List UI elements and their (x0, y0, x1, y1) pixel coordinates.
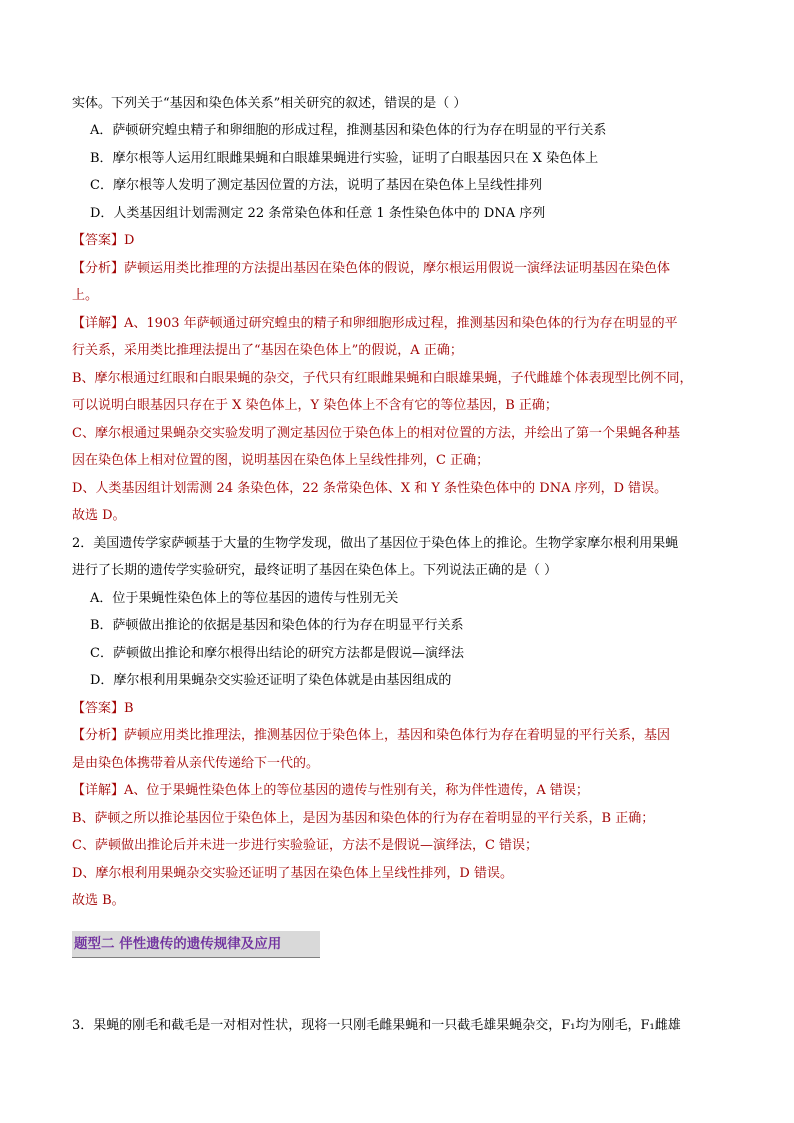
q1-option-a: A．萨顿研究蝗虫精子和卵细胞的形成过程，推测基因和染色体的行为存在明显的平行关系 (90, 123, 607, 138)
q1-option-b: B．摩尔根等人运用红眼雌果蝇和白眼雄果蝇进行实验，证明了白眼基因只在 X 染色体上 (90, 151, 599, 166)
q1-detail-line-1 (72, 315, 678, 333)
q1-detail-line-6: 因在染色体上相对位置的图，说明基因在染色体上呈线性排列，C 正确； (72, 453, 490, 468)
detail-label: 【详解】 (72, 316, 125, 331)
q1-option-d: D．人类基因组计划需测定 22 条常染色体和任意 1 条性染色体中的 DNA 序列 (90, 206, 546, 221)
q1-analysis-line-2: 上。 (72, 288, 99, 303)
q2-option-d: D．摩尔根利用果蝇杂交实验还证明了染色体就是由基因组成的 (90, 673, 452, 688)
analysis-text: 萨顿运用类比推理的方法提出基因在染色体的假说，摩尔根运用假说一演绎法证明基因在染色体 (124, 261, 671, 276)
q1-detail-line-7: D、人类基因组计划需测 24 条染色体，22 条常染色体、X 和 Y 条性染色体中的 DNA 序列，D 错误。 (72, 481, 668, 496)
q2-answer (72, 700, 134, 718)
q2-option-c: C．萨顿做出推论和摩尔根得出结论的研究方法都是假说—演绎法 (90, 646, 464, 661)
q2-analysis-line-2: 是由染色体携带着从亲代传递给下一代的。 (72, 756, 320, 771)
q2-option-a: A．位于果蝇性染色体上的等位基因的遗传与性别无关 (90, 591, 399, 606)
q2-detail-line-4: D、摩尔根利用果蝇杂交实验还证明了基因在染色体上呈线性排列，D 错误。 (72, 866, 513, 881)
q2-detail-line-1 (72, 782, 589, 800)
q1-detail-line-5: C、摩尔根通过果蝇杂交实验发明了测定基因位于染色体上的相对位置的方法，并绘出了第一个果蝇各种基 (72, 426, 680, 441)
q1-detail-line-2: 行关系，采用类比推理法提出了“基因在染色体上”的假说，A 正确； (72, 343, 463, 358)
q3-stem: 3．果蝇的刚毛和截毛是一对相对性状，现将一只刚毛雌果蝇和一只截毛雄果蝇杂交，F₁均为刚毛，F₁雌雄 (72, 1018, 681, 1033)
answer-label: 【答案】 (72, 233, 125, 248)
detail-text: A、位于果蝇性染色体上的等位基因的遗传与性别有关，称为伴性遗传，A 错误； (124, 783, 589, 798)
q1-answer (72, 232, 134, 250)
q1-option-c: C．摩尔根等人发明了测定基因位置的方法，说明了基因在染色体上呈线性排列 (90, 178, 542, 193)
q2-conclusion: 故选 B。 (72, 893, 125, 908)
answer-value: B (124, 701, 134, 716)
analysis-text: 萨顿应用类比推理法，推测基因位于染色体上，基因和染色体行为存在着明显的平行关系，基因 (124, 728, 671, 743)
answer-value: D (124, 233, 135, 248)
q2-stem-line-1: 2．美国遗传学家萨顿基于大量的生物学发现，做出了基因位于染色体上的推论。生物学家摩尔根利用果蝇 (72, 536, 679, 551)
q2-option-b: B．萨顿做出推论的依据是基因和染色体的行为存在明显平行关系 (90, 618, 464, 633)
detail-text: A、1903 年萨顿通过研究蝗虫的精子和卵细胞形成过程，推测基因和染色体的行为存在明显的平 (124, 316, 678, 331)
answer-label: 【答案】 (72, 701, 125, 716)
q2-analysis-line-1 (72, 727, 670, 745)
q2-stem-line-2: 进行了长期的遗传学实验研究，最终证明了基因在染色体上。下列说法正确的是（ ） (72, 563, 558, 578)
q2-detail-line-2: B、萨顿之所以推论基因位于染色体上，是因为基因和染色体的行为存在着明显的平行关系，B 正确； (72, 811, 655, 826)
analysis-label: 【分析】 (72, 261, 125, 276)
section-heading: 题型二 伴性遗传的遗传规律及应用 (74, 936, 282, 952)
q1-detail-line-4: 可以说明白眼基因只存在于 X 染色体上，Y 染色体上不含有它的等位基因，B 正确； (72, 398, 558, 413)
q1-analysis-line-1 (72, 260, 670, 278)
q1-detail-line-3: B、摩尔根通过红眼和白眼果蝇的杂交，子代只有红眼雌果蝇和白眼雄果蝇，子代雌雄个体表现型比例不同， (72, 371, 693, 386)
analysis-label: 【分析】 (72, 728, 125, 743)
detail-label: 【详解】 (72, 783, 125, 798)
q1-conclusion: 故选 D。 (72, 508, 126, 523)
q1-stem: 实体。下列关于“基因和染色体关系”相关研究的叙述，错误的是（ ） (72, 96, 467, 111)
q2-detail-line-3: C、萨顿做出推论后并未进一步进行实验验证，方法不是假说—演绎法，C 错误； (72, 838, 539, 853)
